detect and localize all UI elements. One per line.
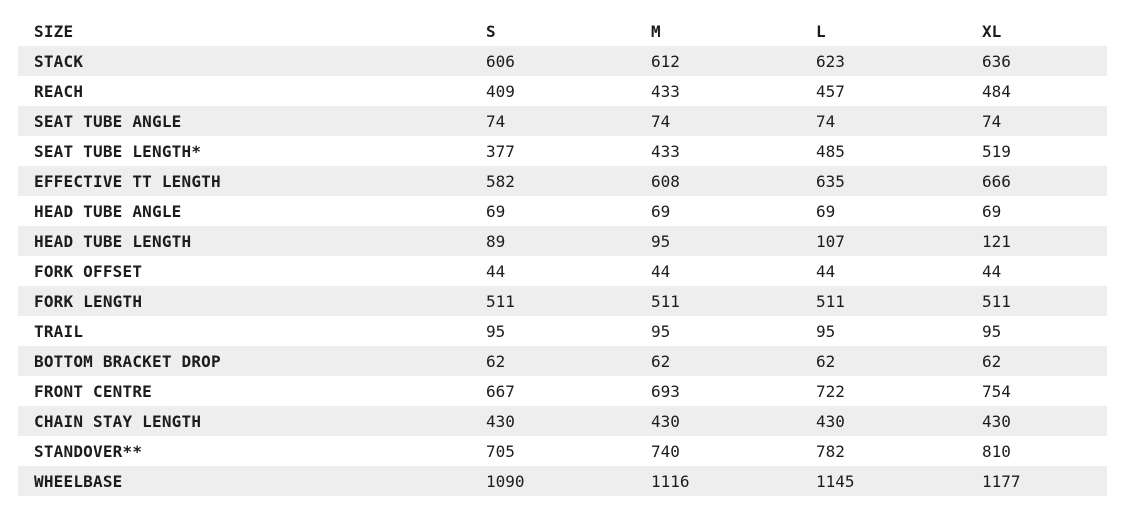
- row-label: STACK: [34, 51, 84, 71]
- value-cell-l: 95: [816, 321, 836, 341]
- value-cell-xl: 69: [982, 201, 1002, 221]
- table-row: [18, 406, 1107, 436]
- value-cell-xl: 810: [982, 441, 1011, 461]
- value-cell-m: 433: [651, 141, 680, 161]
- value-cell-xl: 121: [982, 231, 1011, 251]
- value-cell-s: 409: [486, 81, 515, 101]
- value-cell-l: 623: [816, 51, 845, 71]
- value-cell-m: 693: [651, 381, 680, 401]
- value-cell-s: 1090: [486, 471, 525, 491]
- table-row: [18, 226, 1107, 256]
- value-cell-xl: 95: [982, 321, 1002, 341]
- value-cell-l: 62: [816, 351, 836, 371]
- value-cell-xl: 754: [982, 381, 1011, 401]
- value-cell-m: 95: [651, 231, 671, 251]
- row-label: FORK LENGTH: [34, 291, 143, 311]
- size-header-m: M: [651, 21, 661, 41]
- row-label: STANDOVER**: [34, 441, 143, 461]
- value-cell-m: 612: [651, 51, 680, 71]
- value-cell-m: 740: [651, 441, 680, 461]
- row-label: CHAIN STAY LENGTH: [34, 411, 202, 431]
- value-cell-xl: 62: [982, 351, 1002, 371]
- value-cell-l: 635: [816, 171, 845, 191]
- table-row: [18, 316, 1107, 346]
- size-header-s: S: [486, 21, 496, 41]
- row-label: SEAT TUBE LENGTH*: [34, 141, 202, 161]
- value-cell-xl: 484: [982, 81, 1011, 101]
- size-header-l: L: [816, 21, 826, 41]
- value-cell-l: 69: [816, 201, 836, 221]
- table-row: [18, 436, 1107, 466]
- value-cell-l: 1145: [816, 471, 855, 491]
- table-body: [18, 46, 1107, 496]
- row-label: HEAD TUBE ANGLE: [34, 201, 182, 221]
- value-cell-xl: 430: [982, 411, 1011, 431]
- row-label: HEAD TUBE LENGTH: [34, 231, 192, 251]
- row-label: EFFECTIVE TT LENGTH: [34, 171, 221, 191]
- row-label: FORK OFFSET: [34, 261, 143, 281]
- value-cell-l: 44: [816, 261, 836, 281]
- row-label: TRAIL: [34, 321, 84, 341]
- table-header: [18, 16, 1107, 46]
- value-cell-s: 511: [486, 291, 515, 311]
- value-cell-m: 430: [651, 411, 680, 431]
- value-cell-s: 69: [486, 201, 506, 221]
- header-row: [18, 16, 1107, 46]
- value-cell-m: 74: [651, 111, 671, 131]
- value-cell-xl: 511: [982, 291, 1011, 311]
- value-cell-xl: 74: [982, 111, 1002, 131]
- value-cell-s: 667: [486, 381, 515, 401]
- value-cell-l: 457: [816, 81, 845, 101]
- value-cell-l: 722: [816, 381, 845, 401]
- value-cell-m: 433: [651, 81, 680, 101]
- value-cell-l: 74: [816, 111, 836, 131]
- value-cell-m: 95: [651, 321, 671, 341]
- value-cell-l: 511: [816, 291, 845, 311]
- value-cell-xl: 636: [982, 51, 1011, 71]
- table-row: [18, 256, 1107, 286]
- value-cell-s: 606: [486, 51, 515, 71]
- value-cell-l: 107: [816, 231, 845, 251]
- table-row: [18, 106, 1107, 136]
- table-row: [18, 76, 1107, 106]
- value-cell-l: 430: [816, 411, 845, 431]
- value-cell-s: 582: [486, 171, 515, 191]
- row-label: FRONT CENTRE: [34, 381, 152, 401]
- table-row: [18, 286, 1107, 316]
- value-cell-s: 74: [486, 111, 506, 131]
- table-row: [18, 376, 1107, 406]
- value-cell-xl: 666: [982, 171, 1011, 191]
- value-cell-s: 62: [486, 351, 506, 371]
- table-row: [18, 346, 1107, 376]
- table-row: [18, 166, 1107, 196]
- size-header-label: SIZE: [34, 21, 74, 41]
- row-label: BOTTOM BRACKET DROP: [34, 351, 221, 371]
- value-cell-m: 62: [651, 351, 671, 371]
- size-header-xl: XL: [982, 21, 1002, 41]
- value-cell-s: 705: [486, 441, 515, 461]
- table-row: [18, 466, 1107, 496]
- value-cell-m: 1116: [651, 471, 690, 491]
- row-label: WHEELBASE: [34, 471, 123, 491]
- value-cell-m: 44: [651, 261, 671, 281]
- value-cell-xl: 1177: [982, 471, 1021, 491]
- value-cell-s: 95: [486, 321, 506, 341]
- value-cell-xl: 519: [982, 141, 1011, 161]
- table-row: [18, 196, 1107, 226]
- value-cell-s: 377: [486, 141, 515, 161]
- table-row: [18, 46, 1107, 76]
- value-cell-xl: 44: [982, 261, 1002, 281]
- geometry-table: [18, 16, 1107, 496]
- value-cell-m: 511: [651, 291, 680, 311]
- value-cell-s: 89: [486, 231, 506, 251]
- value-cell-m: 69: [651, 201, 671, 221]
- value-cell-s: 44: [486, 261, 506, 281]
- value-cell-l: 485: [816, 141, 845, 161]
- value-cell-l: 782: [816, 441, 845, 461]
- value-cell-s: 430: [486, 411, 515, 431]
- row-label: SEAT TUBE ANGLE: [34, 111, 182, 131]
- row-label: REACH: [34, 81, 84, 101]
- table-row: [18, 136, 1107, 166]
- value-cell-m: 608: [651, 171, 680, 191]
